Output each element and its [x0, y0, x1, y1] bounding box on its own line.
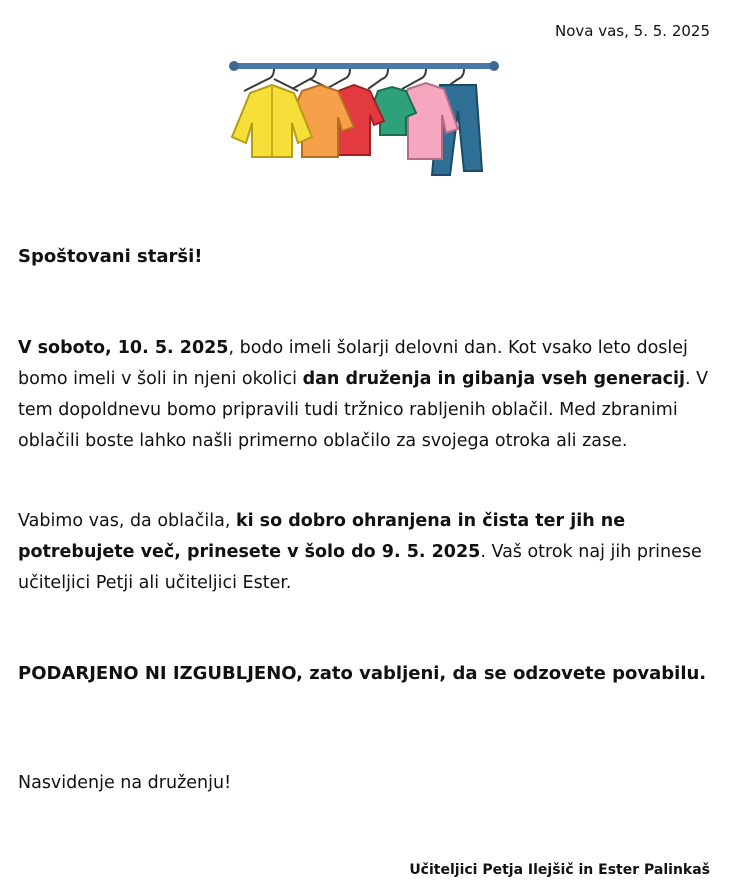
paragraph-2-text-2: . Vaš otrok naj jih prinese učiteljici Petji ali učiteljici Ester. [18, 542, 702, 593]
paragraph-1-text-2: . V tem dopoldnevu bomo pripravili tudi tržnico rabljenih oblačil. Med zbranimi oblačili boste lahko našli primerno oblačilo za svojega otroka ali zase. [18, 369, 709, 451]
saturday-date-bold: V soboto, 10. 5. 2025 [18, 338, 229, 358]
paragraph-1 [18, 333, 718, 457]
goodbye-text: Nasvidenje na druženju! [18, 773, 232, 793]
letter-date: Nova vas, 5. 5. 2025 [555, 22, 710, 40]
signature: Učiteljici Petja Ilejšič in Ester Palinkaš [409, 862, 710, 878]
greeting: Spoštovani starši! [18, 246, 203, 267]
event-name-bold: dan druženja in gibanja vseh generacij [302, 369, 686, 389]
paragraph-1-text-1: , bodo imeli šolarji delovni dan. Kot vsako leto doslej bomo imeli v šoli in njeni okolici [18, 338, 688, 389]
slogan: PODARJENO NI IZGUBLJENO, zato vabljeni, da se odzovete povabilu. [18, 663, 707, 684]
paragraph-2-text-1: Vabimo vas, da oblačila, [18, 511, 236, 531]
paragraph-2 [18, 506, 718, 599]
clothes-condition-bold: ki so dobro ohranjena in čista ter jih ne potrebujete več, prinesete v šolo do 9. 5. 2025 [18, 511, 626, 562]
clothes-rack-icon [228, 55, 500, 197]
